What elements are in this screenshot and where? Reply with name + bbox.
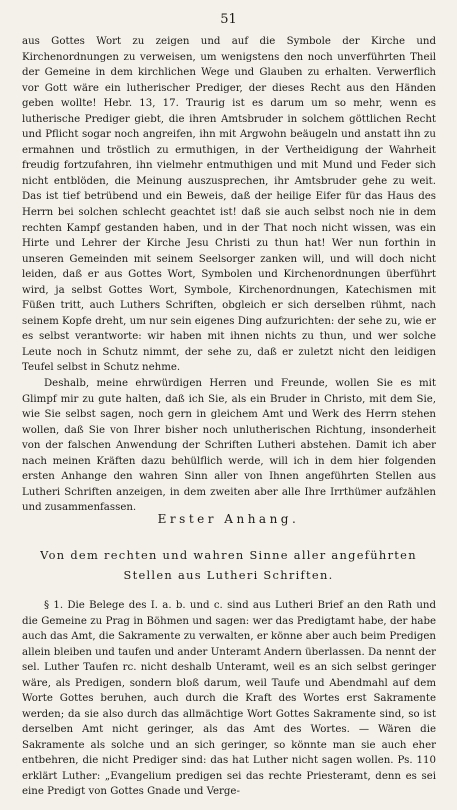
appendix-heading: Erster Anhang. — [157, 512, 300, 526]
paragraph-2: Deshalb, meine ehrwürdigen Herren und Freunde, wollen Sie es mit Glimpf mir zu gute halten, daß ich Sie, als ein Bruder in Christo, mit dem Sie, wie Sie selbst sagen, noch gern in gleichem Amt und Werk des Herrn stehen wollen, daß Sie von Ihrer bisher noch unlutherischen Richtung, insonderheit von der falschen Anwendung der Schriften Lutheri abstehen. Damit ich aber nach meinen Kräften dazu behülflich werde, will ich in dem hier folgenden ersten Anhange den wahren Sinn aller von Ihnen angeführten Stellen aus Lutheri Schriften anzeigen, in dem zweiten aber alle Ihre Irrthümer aufzählen und zusammenfassen. — [22, 378, 436, 514]
appendix-subheading: Von dem rechten und wahren Sinne aller angeführten Stellen aus Lutheri Schriften. — [40, 548, 417, 582]
page-number: 51 — [220, 12, 237, 27]
main-text — [22, 34, 436, 516]
section-1-text — [22, 588, 436, 810]
paragraph-1: aus Gottes Wort zu zeigen und auf die Symbole der Kirche und Kirchenordnungen zu verweisen, um wenigstens den noch unverführten Theil der Gemeine in dem kirchlichen Wege und Glauben zu erhalten. Verwerflich vor Gott wäre ein lutherischer Prediger, der dieses Recht aus den Händen geben wollte! Hebr. 13, 17. Traurig ist es darum um so mehr, wenn es lutherische Prediger giebt, die ihren Amtsbruder in solchem göttlichen Recht und Pflicht sogar noch angreifen, ihn mit Argwohn beäugeln und anstatt ihn zu ermahnen und tröstlich zu ermuthigen, in der Vertheidigung der Wahrheit freudig fortzufahren, ihn vielmehr entmuthigen und mit Mund und Feder sich nicht entblöden, die Meinung auszusprechen, ihr Amtsbruder gehe zu weit. Das ist tief betrübend und ein Beweis, daß der heilige Eifer für das Haus des Herrn bei solchen schlecht geachtet ist! daß sie auch selbst noch nie in dem rechten Kampf gestanden haben, und in der That noch nicht wissen, was ein Hirte und Lehrer der Kirche Jesu Christi zu thun hat! Wer nun forthin in unseren Gemeinden mit seinem Seelsorger zanken will, und will doch nicht leiden, daß er aus Gottes Wort, Symbolen und Kirchenordnungen überführt wird, ja selbst Gottes Wort, Symbole, Kirchenordnungen, Katechismen mit Füßen tritt, auch Luthers Schriften, obgleich er sich derselben rühmt, nach seinem Kopfe dreht, um nur sein eigenes Ding aufzurichten: der sehe zu, wie er es selbst verantworte: wir haben mit ihnen nichts zu thun, und wer solche Leute noch in Schutz nimmt, der sehe zu, daß er zuletzt nicht den leidigen Teufel selbst in Schutz nehme. — [22, 36, 436, 374]
section-1: § 1. Die Belege des I. a. b. und c. sind aus Lutheri Brief an den Rath und die Gemeine zu Prag in Böhmen und sagen: wer das Predigtamt habe, der habe auch das Amt, die Sakramente zu verwalten, er könne aber auch beim Predigen allein bleiben und taufen und ander Unteramt Andern überlassen. Da nennt der sel. Luther Taufen rc. nicht deshalb Unteramt, weil es an sich selbst geringer wäre, als Predigen, sondern bloß darum, weil Taufe und Abendmahl auf dem Worte Gottes beruhen, auch durch die Kraft des Wortes erst Sakramente werden; da sie also durch das allmächtige Wort Gottes Sakramente sind, so ist derselben Amt nicht geringer, als das Amt des Wortes. — Wären die Sakramente als solche und an sich geringer, so könnte man sie auch eher entbehren, die nicht Prediger sind: das hat Luther nicht sagen wollen. Ps. 110 erklärt Luther: „Evangelium predigen sei das rechte Priesteramt, denn es sei eine Predigt von Gottes Gnade und Verge- — [22, 600, 436, 798]
